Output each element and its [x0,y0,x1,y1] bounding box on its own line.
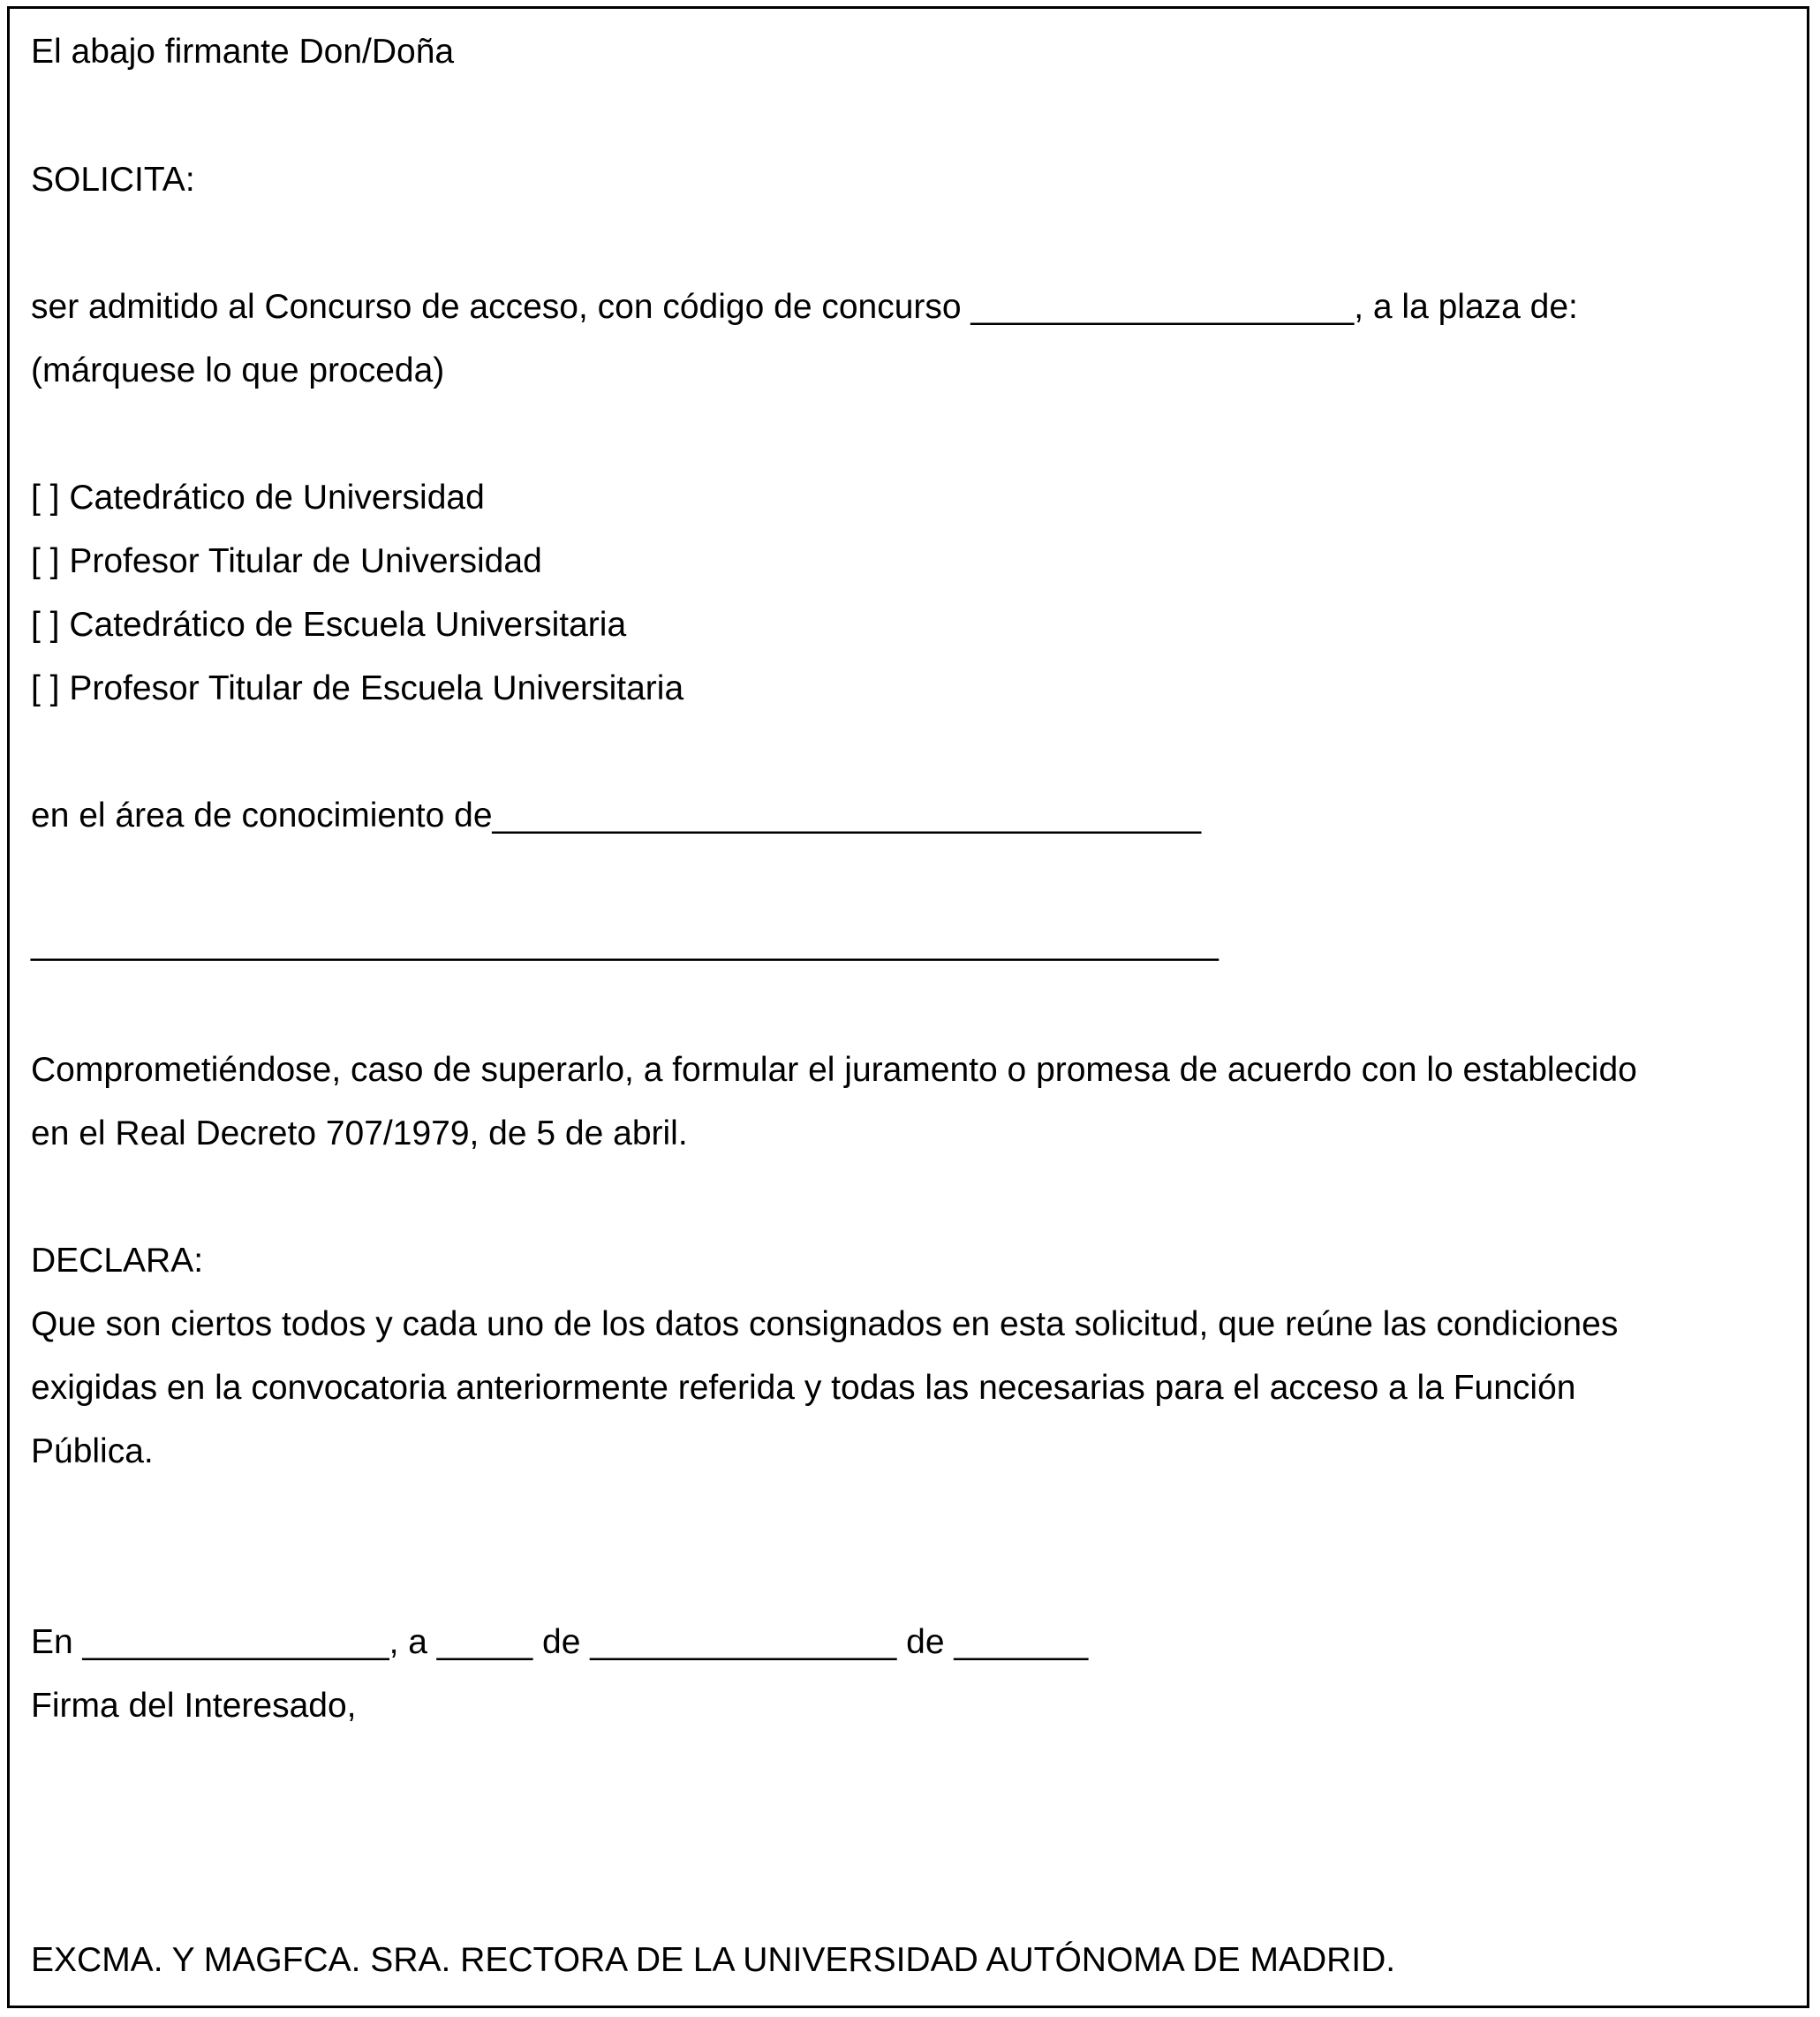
option-titular-escuela: [ ] Profesor Titular de Escuela Universitaria [31,669,684,707]
declaration-line-1: Que son ciertos todos y cada uno de los datos consignados en esta solicitud, que reúne las condiciones [31,1305,1619,1343]
solicita-heading: SOLICITA: [31,161,195,199]
signature-label: Firma del Interesado, [31,1687,357,1725]
addressee: EXCMA. Y MAGFCA. SRA. RECTORA DE LA UNIVERSIDAD AUTÓNOMA DE MADRID. [31,1941,1396,1979]
area-line: en el área de conocimiento de_____________________________________ [31,797,1202,835]
declaration-line-3: Pública. [31,1432,154,1470]
instruction-text: (márquese lo que proceda) [31,351,445,389]
commitment-line-2: en el Real Decreto 707/1979, de 5 de abril. [31,1114,688,1152]
admission-line: ser admitido al Concurso de acceso, con código de concurso ____________________, a la plaza de: [31,288,1578,326]
commitment-line-1: Comprometiéndose, caso de superarlo, a formular el juramento o promesa de acuerdo con lo establecido [31,1051,1637,1089]
option-titular-universidad: [ ] Profesor Titular de Universidad [31,542,542,580]
option-catedratico-escuela: [ ] Catedrático de Escuela Universitaria [31,606,627,644]
place-date-line: En ________________, a _____ de ________________ de _______ [31,1623,1089,1661]
declaration-line-2: exigidas en la convocatoria anteriormente referida y todas las necesarias para el acceso a la Función [31,1369,1576,1407]
declara-heading: DECLARA: [31,1242,204,1280]
area-continuation-line: ______________________________________________________________ [31,924,1219,962]
signer-line: El abajo firmante Don/Doña [31,33,455,71]
option-catedratico-universidad: [ ] Catedrático de Universidad [31,479,485,517]
